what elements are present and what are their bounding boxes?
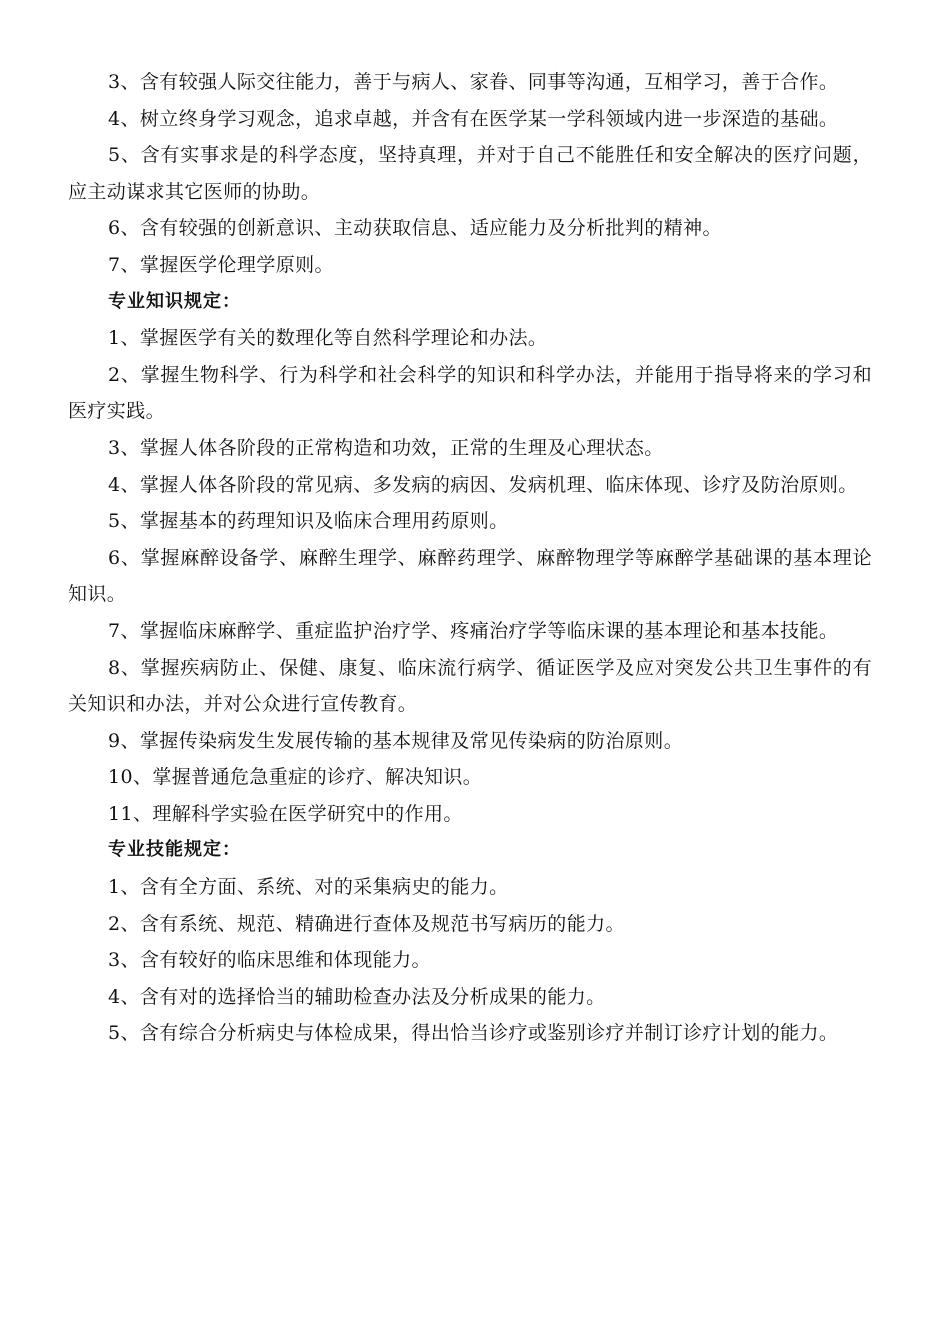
knowledge-item-4: 4、掌握人体各阶段的常见病、多发病的病因、发病机理、临床体现、诊疗及防治原则。: [108, 473, 858, 496]
knowledge-item-2: 2、掌握生物科学、行为科学和社会科学的知识和科学办法，并能用于指导将来的学习和医疗实践。: [68, 363, 872, 423]
knowledge-item-9: 9、掌握传染病发生发展传输的基本规律及常见传染病的防治原则。: [108, 729, 684, 752]
general-item-7: 7、掌握医学伦理学原则。: [108, 253, 334, 276]
knowledge-item-3: 3、掌握人体各阶段的正常构造和功效，正常的生理及心理状态。: [108, 436, 664, 459]
skills-item-2: 2、含有系统、规范、精确进行查体及规范书写病历的能力。: [108, 912, 625, 935]
skills-item-5: 5、含有综合分析病史与体检成果，得出恰当诊疗或鉴别诊疗并制订诊疗计划的能力。: [108, 1022, 839, 1045]
knowledge-item-7: 7、掌握临床麻醉学、重症监护治疗学、疼痛治疗学等临床课的基本理论和基本技能。: [108, 619, 839, 642]
skills-item-4: 4、含有对的选择恰当的辅助检查办法及分析成果的能力。: [108, 985, 606, 1008]
knowledge-item-10: 10、掌握普通危急重症的诊疗、解决知识。: [108, 766, 483, 789]
skills-heading: 专业技能规定：: [108, 839, 241, 861]
document-body: [68, 64, 872, 1052]
skills-item-1: 1、含有全方面、系统、对的采集病史的能力。: [108, 876, 509, 899]
general-item-4: 4、树立终身学习观念，追求卓越，并含有在医学某一学科领域内进一步深造的基础。: [108, 107, 839, 130]
skills-item-3: 3、含有较好的临床思维和体现能力。: [108, 949, 431, 972]
knowledge-heading: 专业知识规定：: [108, 290, 241, 312]
general-item-5: 5、含有实事求是的科学态度，坚持真理，并对于自己不能胜任和安全解决的医疗问题，应主动谋求其它医师的协助。: [68, 144, 872, 203]
general-item-6: 6、含有较强的创新意识、主动获取信息、适应能力及分析批判的精神。: [108, 217, 722, 240]
knowledge-item-1: 1、掌握医学有关的数理化等自然科学理论和办法。: [108, 327, 548, 350]
knowledge-item-11: 11、理解科学实验在医学研究中的作用。: [108, 802, 463, 825]
knowledge-item-5: 5、掌握基本的药理知识及临床合理用药原则。: [108, 510, 509, 533]
general-item-3: 3、含有较强人际交往能力，善于与病人、家眷、同事等沟通，互相学习，善于合作。: [108, 71, 839, 93]
knowledge-item-8: 8、掌握疾病防止、保健、康复、临床流行病学、循证医学及应对突发公共卫生事件的有关知识和办法，并对公众进行宣传教育。: [68, 656, 872, 716]
knowledge-item-6: 6、掌握麻醉设备学、麻醉生理学、麻醉药理学、麻醉物理学等麻醉学基础课的基本理论知识。: [68, 546, 872, 606]
